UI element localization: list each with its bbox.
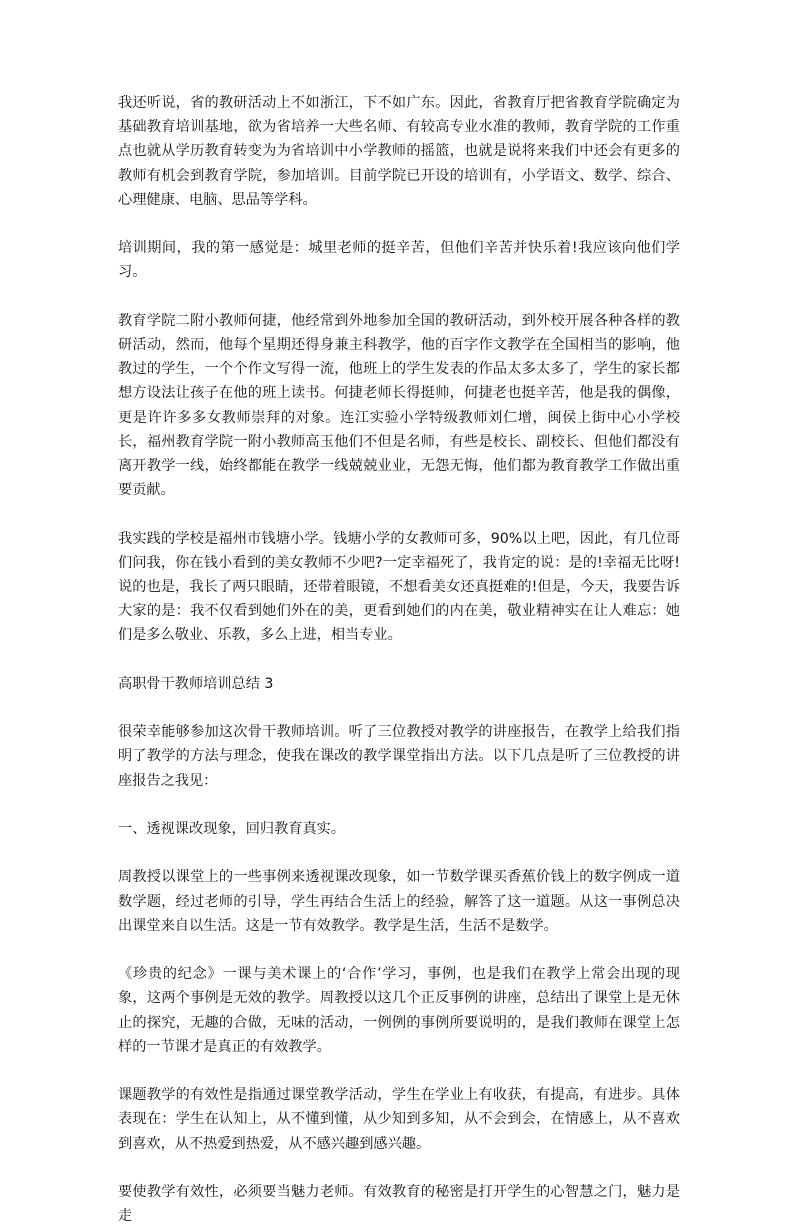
- paragraph-1: 我还听说，省的教研活动上不如浙江，下不如广东。因此，省教育厅把省教育学院确定为基础教育培训基地，欲为省培养一大些名师、有较高专业水准的教师，教育学院的工作重点也就从学历教育转变为为省培训中小学教师的摇篮，也就是说将来我们中还会有更多的教师有机会到教育学院，参加培训。目前学院已开设的培训有，小学语文、数学、综合、心理健康、电脑、思品等学科。: [118, 95, 680, 208]
- document-body: [118, 91, 680, 1228]
- paragraph-8: 《珍贵的纪念》一课与美术课上的‘合作’学习，事例，也是我们在教学上常会出现的现象，这两个事例是无效的教学。周教授以这几个正反事例的讲座，总结出了课堂上是无休止的探究，无趣的合做，无味的活动，一例例的事例所要说明的，是我们教师在课堂上怎样的一节课才是真正的有效教学。: [118, 966, 680, 1055]
- paragraph-5: 很荣幸能够参加这次骨干教师培训。听了三位教授对教学的讲座报告，在教学上给我们指明了教学的方法与理念，使我在课改的教学课堂指出方法。以下几点是听了三位教授的讲座报告之我见：: [118, 724, 680, 789]
- paragraph-9: 课题教学的有效性是指通过课堂教学活动，学生在学业上有收获，有提高，有进步。具体表现在：学生在认知上，从不懂到懂，从少知到多知，从不会到会，在情感上，从不喜欢到喜欢，从不热爱到热爱，从不感兴趣到感兴趣。: [118, 1087, 680, 1152]
- paragraph-4: 我实践的学校是福州市钱塘小学。钱塘小学的女教师可多，90%以上吧，因此，有几位哥们问我，你在钱小看到的美女教师不少吧?一定幸福死了，我肯定的说：是的!幸福无比呀!说的也是，我长了两只眼睛，还带着眼镜，不想看美女还真挺难的!但是，今天，我要告诉大家的是：我不仅看到她们外在的美，更看到她们的内在美，敬业精神实在让人难忘：她们是多么敬业、乐教，多么上进，相当专业。: [118, 530, 680, 644]
- section-title: 高职骨干教师培训总结 3: [118, 675, 274, 692]
- paragraph-6: 一、透视课改现象，回归教育真实。: [118, 821, 346, 837]
- paragraph-10: 要使教学有效性，必须要当魅力老师。有效教育的秘密是打开学生的心智慧之门，魅力是走: [118, 1183, 680, 1225]
- paragraph-3: 教育学院二附小教师何捷，他经常到外地参加全国的教研活动，到外校开展各种各样的教研活动，然而，他每个星期还得身兼主科教学，他的百字作文教学在全国相当的影响，他教过的学生，一个个作文写得一流，他班上的学生发表的作品太多太多了，学生的家长都想方设法让孩子在他的班上读书。何捷老师长得挺帅，何捷老也挺辛苦，他是我的偶像，更是许许多多女教师崇拜的对象。连江实验小学特级教师刘仁增，闽侯上街中心小学校长，福州教育学院一附小教师高玉他们不但是名师，有些是校长、副校长、但他们都没有离开教学一线，始终都能在教学一线兢兢业业，无怨无悔，他们都为教育教学工作做出重要贡献。: [118, 312, 680, 499]
- paragraph-7: 周教授以课堂上的一些事例来透视课改现象，如一节数学课买香蕉价钱上的数字例成一道数学题，经过老师的引导，学生再结合生活上的经验，解答了这一道题。从这一事例总决出课堂来自以生活。这是一节有效教学。教学是生活，生活不是数学。: [118, 869, 680, 934]
- paragraph-2: 培训期间，我的第一感觉是：城里老师的挺辛苦，但他们辛苦并快乐着!我应该向他们学习。: [118, 240, 680, 281]
